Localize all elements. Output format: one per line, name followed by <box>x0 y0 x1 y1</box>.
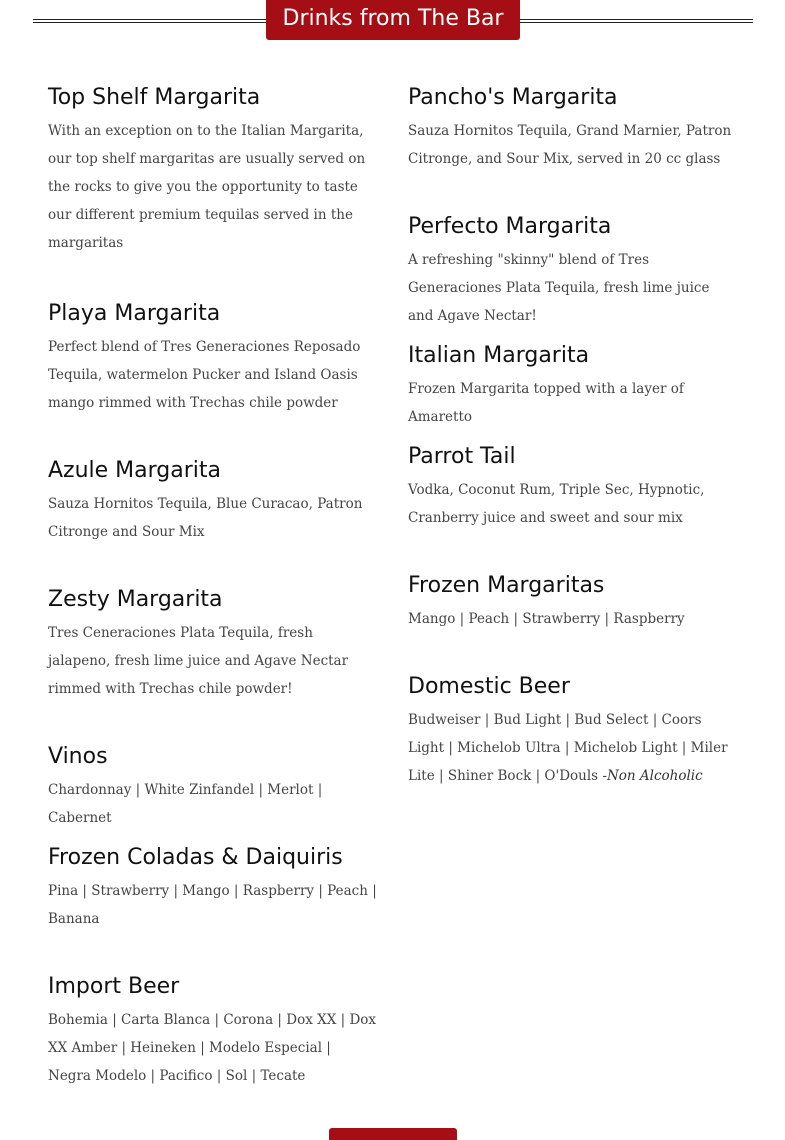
menu-item <box>408 441 738 570</box>
menu-item <box>48 741 378 842</box>
menu-item-name: Frozen Coladas & Daiquiris <box>48 845 343 870</box>
menu-item-description-text: Budweiser | Bud Light | Bud Select | Coors Light | Michelob Ultra | Michelob Light | Miler Lite | Shiner Bock | O'Douls - <box>408 712 728 784</box>
menu-item <box>48 455 378 584</box>
menu-item-description: Sauza Hornitos Tequila, Blue Curacao, Patron Citronge and Sour Mix <box>48 496 363 540</box>
menu-item-name: Pancho's Margarita <box>408 85 618 110</box>
menu-item <box>408 211 738 340</box>
menu-item-description: Chardonnay | White Zinfandel | Merlot | Cabernet <box>48 782 323 826</box>
menu-item <box>48 82 378 298</box>
menu-item-description: With an exception on to the Italian Margarita, our top shelf margaritas are usually served on the rocks to give you the opportunity to taste our different premium tequilas served in the margaritas <box>48 123 366 251</box>
menu-item <box>408 570 738 671</box>
menu-item-description: A refreshing "skinny" blend of Tres Generaciones Plata Tequila, fresh lime juice and Agave Nectar! <box>408 252 710 324</box>
menu-item-description: Bohemia | Carta Blanca | Corona | Dox XX | Dox XX Amber | Heineken | Modelo Especial | Negra Modelo | Pacifico | Sol | Tecate <box>48 1012 377 1084</box>
menu-item <box>408 340 738 441</box>
menu-item-name: Vinos <box>48 744 108 769</box>
menu-item-description: Perfect blend of Tres Generaciones Reposado Tequila, watermelon Pucker and Island Oasis mango rimmed with Trechas chile powder <box>48 339 361 411</box>
menu-item <box>408 671 738 790</box>
menu-item <box>48 298 378 455</box>
menu-item-name: Import Beer <box>48 974 180 999</box>
menu-column-left <box>48 82 378 1090</box>
menu-item-name: Domestic Beer <box>408 674 570 699</box>
menu-section-header <box>33 0 753 40</box>
menu-item-description: Pina | Strawberry | Mango | Raspberry | Peach | Banana <box>48 883 377 927</box>
next-section-tab <box>329 1128 457 1140</box>
menu-item-description: Sauza Hornitos Tequila, Grand Marnier, Patron Citronge, and Sour Mix, served in 20 cc glass <box>408 123 732 167</box>
menu-item-description: Mango | Peach | Strawberry | Raspberry <box>408 611 685 627</box>
menu-item <box>48 584 378 741</box>
menu-item-name: Parrot Tail <box>408 444 516 469</box>
menu-item-name: Top Shelf Margarita <box>48 85 261 110</box>
menu-item-description: Frozen Margarita topped with a layer of Amaretto <box>408 381 684 425</box>
section-title: Drinks from The Bar <box>266 0 520 40</box>
menu-item-note: Non Alcoholic <box>606 768 703 784</box>
menu-item-name: Azule Margarita <box>48 458 222 483</box>
menu-item-name: Frozen Margaritas <box>408 573 605 598</box>
menu-item <box>408 82 738 211</box>
menu-item-description: Tres Ceneraciones Plata Tequila, fresh jalapeno, fresh lime juice and Agave Nectar rimmed with Trechas chile powder! <box>48 625 349 697</box>
menu-item-description <box>408 706 738 790</box>
menu-item-name: Perfecto Margarita <box>408 214 612 239</box>
menu-item <box>48 971 378 1090</box>
menu-column-right <box>408 82 738 790</box>
menu-item-name: Zesty Margarita <box>48 587 223 612</box>
menu-item <box>48 842 378 971</box>
menu-item-name: Playa Margarita <box>48 301 221 326</box>
menu-item-name: Italian Margarita <box>408 343 590 368</box>
menu-item-description: Vodka, Coconut Rum, Triple Sec, Hypnotic, Cranberry juice and sweet and sour mix <box>408 482 705 526</box>
